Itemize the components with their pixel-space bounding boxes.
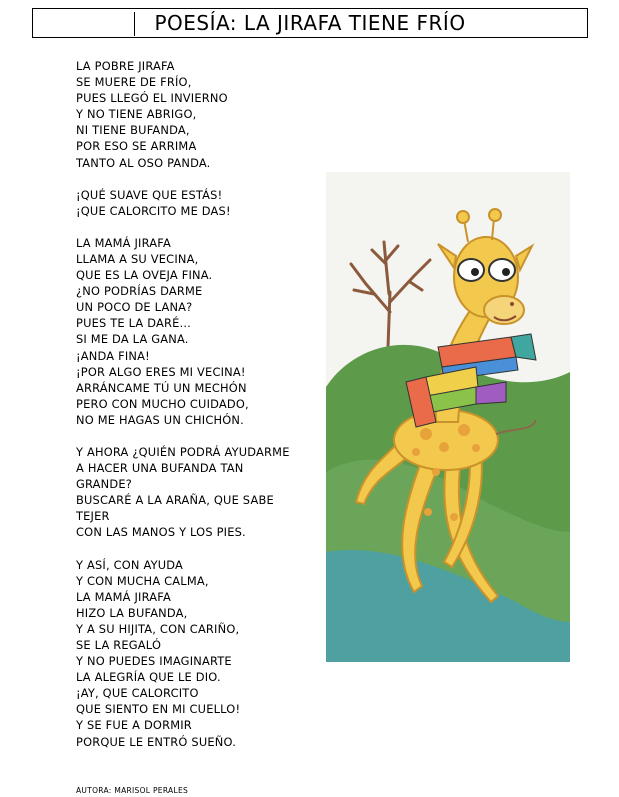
poem-line: ¡QUÉ SUAVE QUE ESTÁS! (76, 187, 223, 202)
text-cursor (134, 12, 135, 36)
stanza-1 (76, 58, 296, 171)
poem-line: CON LAS MANOS Y LOS PIES. (76, 525, 246, 540)
poem-line: Y CON MUCHA CALMA, (76, 573, 209, 588)
poem-line: NO ME HAGAS UN CHICHÓN. (76, 412, 244, 427)
poem-line: POR ESO SE ARRIMA (76, 139, 197, 154)
poem-line: QUE SIENTO EN MI CUELLO! (76, 702, 241, 717)
author-credit: AUTORA: MARISOL PERALES (76, 786, 189, 795)
page-title: POESÍA: LA JIRAFA TIENE FRÍO (154, 11, 466, 35)
poem-line: Y ASÍ, CON AYUDA (76, 557, 184, 572)
poem-line: ¿NO PODRÍAS DARME (76, 284, 203, 299)
poem-line: SI ME DA LA GANA. (76, 332, 189, 347)
poem-line: LA POBRE JIRAFA (76, 59, 175, 73)
poem-line: PORQUE LE ENTRÓ SUEÑO. (76, 734, 237, 749)
title-box (32, 8, 588, 38)
poem-line: BUSCARÉ A LA ARAÑA, QUE SABE TEJER (76, 493, 274, 524)
giraffe-with-scarf-illustration (326, 172, 570, 662)
poem-line: LA ALEGRÍA QUE LE DIO. (76, 670, 221, 685)
poem-line: LA MAMÁ JIRAFA (76, 589, 171, 604)
poem-line: Y NO PUEDES IMAGINARTE (76, 654, 232, 669)
poem-line: NI TIENE BUFANDA, (76, 123, 190, 138)
poem-line: LA MAMÁ JIRAFA (76, 235, 171, 250)
poem-body (76, 58, 296, 766)
poem-line: ¡POR ALGO ERES MI VECINA! (76, 364, 246, 379)
poem-line: QUE ES LA OVEJA FINA. (76, 268, 213, 283)
poem-line: HIZO LA BUFANDA, (76, 605, 188, 620)
poem-line: Y AHORA ¿QUIÉN PODRÁ AYUDARME (76, 444, 290, 459)
poem-line: TANTO AL OSO PANDA. (76, 155, 211, 170)
poem-line: LLAMA A SU VECINA, (76, 251, 199, 266)
poem-line: PUES LLEGÓ EL INVIERNO (76, 91, 228, 106)
poem-line: ¡ANDA FINA! (76, 348, 150, 363)
poem-line: SE MUERE DE FRÍO, (76, 75, 192, 90)
stanza-4 (76, 444, 296, 541)
poem-line: SE LA REGALÓ (76, 638, 162, 652)
stanza-5 (76, 557, 296, 750)
poem-line: Y NO TIENE ABRIGO, (76, 107, 197, 122)
poem-line: PUES TE LA DARÉ… (76, 316, 192, 331)
poem-line: A HACER UNA BUFANDA TAN GRANDE? (76, 461, 244, 492)
poem-line: Y SE FUE A DORMIR (76, 718, 192, 733)
poem-line: UN POCO DE LANA? (76, 300, 193, 315)
poem-line: Y A SU HIJITA, CON CARIÑO, (76, 621, 240, 636)
stanza-2 (76, 187, 296, 219)
poem-line: PERO CON MUCHO CUIDADO, (76, 396, 249, 411)
poem-line: ARRÁNCAME TÚ UN MECHÓN (76, 380, 247, 395)
giraffe-illustration-svg (326, 172, 570, 662)
stanza-3 (76, 235, 296, 428)
poem-line: ¡QUE CALORCITO ME DAS! (76, 203, 231, 218)
poem-line: ¡AY, QUE CALORCITO (76, 686, 199, 701)
